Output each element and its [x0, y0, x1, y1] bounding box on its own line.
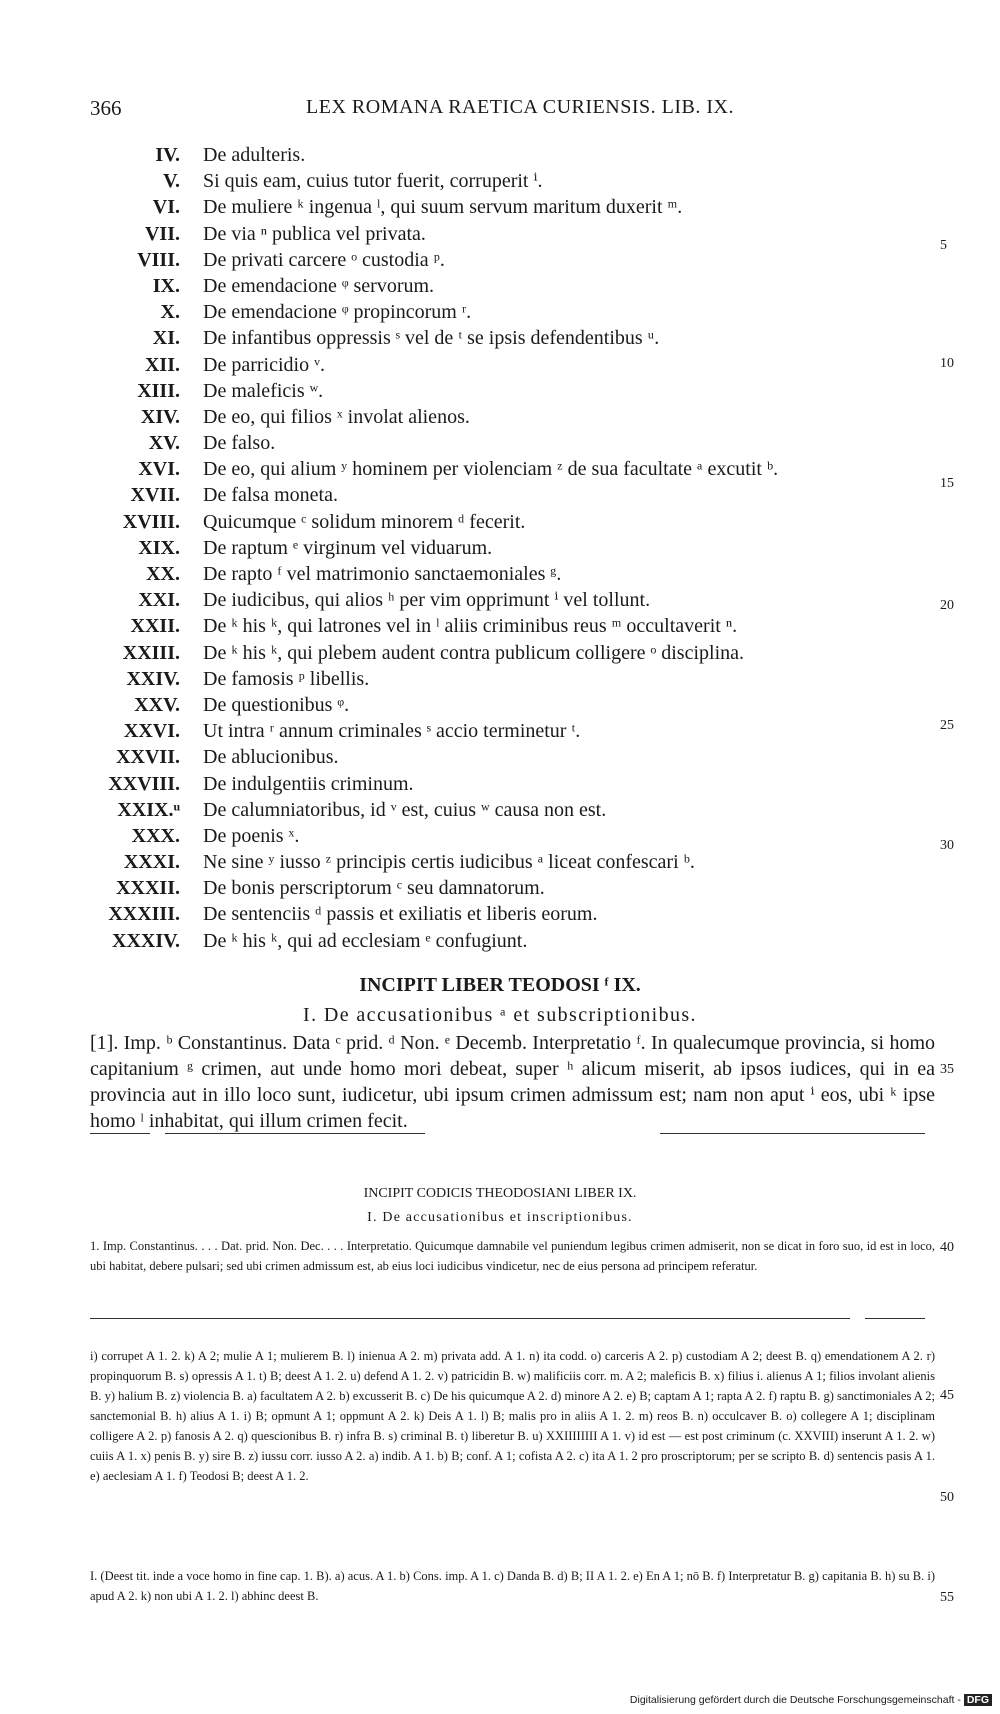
line-number: 50	[940, 1490, 954, 1505]
theodosian-incipit: INCIPIT CODICIS THEODOSIANI LIBER IX.	[363, 1186, 637, 1201]
chapter-entry	[90, 718, 890, 744]
page-header	[90, 96, 950, 126]
section-title: I. De accusationibus ᵃ et subscriptionibus.	[303, 1004, 697, 1026]
chapter-title: De poenis ˣ.	[203, 824, 300, 847]
chapter-number: XXVI.	[123, 720, 180, 743]
chapter-list	[90, 142, 890, 954]
chapter-title: Ne sine ʸ iusso ᶻ principis certis iudicibus ᵃ liceat confescari ᵇ.	[203, 851, 695, 874]
chapter-title: De famosis ᵖ libellis.	[203, 667, 370, 690]
chapter-entry	[90, 325, 890, 351]
chapter-title: De via ⁿ publica vel privata.	[203, 222, 426, 245]
chapter-number: V.	[163, 170, 180, 193]
chapter-entry	[90, 221, 890, 247]
footer-credit	[630, 1694, 992, 1706]
chapter-number: XXXIII.	[108, 903, 180, 926]
chapter-entry	[90, 561, 890, 587]
chapter-title: De ablucionibus.	[203, 746, 339, 769]
chapter-title: De ᵏ his ᵏ, qui ad ecclesiam ᵉ confugiunt.	[203, 929, 528, 952]
chapter-entry	[90, 613, 890, 639]
chapter-number: XIX.	[138, 536, 180, 559]
divider	[165, 1133, 425, 1134]
chapter-title: Si quis eam, cuius tutor fuerit, corruperit ⁱ.	[203, 170, 543, 193]
chapter-title: De indulgentiis criminum.	[203, 772, 414, 795]
chapter-number: XVII.	[130, 484, 180, 507]
chapter-number: XXI.	[138, 589, 180, 612]
chapter-number: XX.	[146, 563, 180, 585]
chapter-entry	[90, 352, 890, 378]
line-number: 25	[940, 718, 954, 733]
chapter-number: X.	[160, 301, 180, 324]
chapter-number: XI.	[152, 327, 180, 350]
chapter-title: Quicumque ᶜ solidum minorem ᵈ fecerit.	[203, 510, 526, 533]
divider	[90, 1318, 850, 1319]
chapter-entry	[90, 273, 890, 299]
chapter-title: De privati carcere ᵒ custodia ᵖ.	[203, 248, 445, 271]
chapter-entry	[90, 823, 890, 849]
chapter-number: IX.	[152, 274, 180, 297]
chapter-title: De emendacione ᵠ servorum.	[203, 274, 435, 297]
chapter-title: De bonis perscriptorum ᶜ seu damnatorum.	[203, 877, 545, 900]
line-number: 20	[940, 598, 954, 613]
chapter-entry	[90, 640, 890, 666]
line-number: 35	[940, 1062, 954, 1077]
chapter-entry	[90, 404, 890, 430]
chapter-title: De falso.	[203, 432, 276, 455]
chapter-number: XVI.	[138, 458, 180, 481]
chapter-title: De questionibus ᵠ.	[203, 693, 350, 716]
chapter-entry	[90, 535, 890, 561]
chapter-entry	[90, 482, 890, 508]
chapter-title: De sentenciis ᵈ passis et exiliatis et liberis eorum.	[203, 903, 598, 926]
chapter-number: XXVIII.	[108, 772, 180, 795]
chapter-entry	[90, 509, 890, 535]
chapter-number: XV.	[148, 432, 180, 455]
chapter-number: XIV.	[140, 405, 180, 428]
chapter-number: XIII.	[137, 379, 180, 402]
footnotes-block: I. (Deest tit. inde a voce homo in fine cap. 1. B). a) acus. A 1. b) Cons. imp. A 1. c) Danda B. d) B; II A 1. 2. e) En A 1; nō B. f) Interpretatur B. g) capitania B. h) su B. i) apud A 2. k) non ubi A 1. 2. l) abhinc deest B.	[90, 1569, 935, 1603]
chapter-entry	[90, 247, 890, 273]
chapter-title: De ᵏ his ᵏ, qui plebem audent contra publicum colligere ᵒ disciplina.	[203, 641, 745, 664]
chapter-number: VI.	[152, 196, 180, 219]
chapter-entry	[90, 430, 890, 456]
chapter-number: XXIII.	[122, 641, 180, 664]
chapter-entry	[90, 168, 890, 194]
chapter-entry	[90, 666, 890, 692]
chapter-number: XII.	[144, 353, 180, 376]
line-number: 15	[940, 476, 954, 491]
chapter-title: De ᵏ his ᵏ, qui latrones vel in ˡ aliis criminibus reus ᵐ occultaverit ⁿ.	[203, 615, 738, 638]
chapter-number: XXXI.	[123, 851, 180, 874]
chapter-entry	[90, 797, 890, 823]
footer-text: Digitalisierung gefördert durch die Deutsche Forschungsgemeinschaft -	[629, 1694, 961, 1706]
chapter-number: XXV.	[134, 693, 180, 716]
chapter-title: De raptum ᵉ virginum vel viduarum.	[203, 536, 493, 559]
chapter-entry	[90, 928, 890, 954]
chapter-number: XVIII.	[122, 510, 180, 533]
chapter-number: XXVII.	[116, 746, 180, 769]
divider	[660, 1133, 925, 1134]
chapter-entry	[90, 771, 890, 797]
line-number: 30	[940, 838, 954, 853]
theodosian-paragraph: 1. Imp. Constantinus. . . . Dat. prid. Non. Dec. . . . Interpretatio. Quicumque damnabile vel puniendum legibus crimen admiserit, non se dicat in foro suo, id est in loco, ubi habitat, debere pulsari; sed ubi crimen admissum est, ab eius loci iudicibus vindicetur, nec de eius persona ad principem referatur.	[90, 1239, 935, 1273]
line-number: 10	[940, 356, 954, 371]
chapter-number: XXIX.ᵘ	[117, 798, 180, 821]
chapter-entry	[90, 142, 890, 168]
chapter-entry	[90, 456, 890, 482]
chapter-entry	[90, 378, 890, 404]
chapter-title: De eo, qui filios ˣ involat alienos.	[203, 405, 470, 428]
line-number: 45	[940, 1388, 954, 1403]
chapter-title: De rapto ᶠ vel matrimonio sanctaemoniales ᵍ.	[203, 563, 562, 585]
divider	[865, 1318, 925, 1319]
line-number: 40	[940, 1240, 954, 1255]
chapter-number: XXX.	[131, 824, 180, 847]
running-title: LEX ROMANA RAETICA CURIENSIS. LIB. IX.	[306, 96, 734, 118]
main-paragraph: [1]. Imp. ᵇ Constantinus. Data ᶜ prid. ᵈ Non. ᵉ Decemb. Interpretatio ᶠ. In qualecumque provincia, si homo capitanium ᵍ crimen, aut unde homo mori debeat, super ʰ alicum miserit, ab ipsos iudices, qui in ea provincia aut in illo loco sunt, iudicetur, ubi ipsum crimen admissum est; nam non aput ⁱ eos, ubi ᵏ ipse homo ˡ inhabitat, qui illum crimen fecit.	[90, 1032, 935, 1132]
chapter-number: XXIV.	[126, 667, 180, 690]
divider	[90, 1133, 150, 1134]
chapter-entry	[90, 587, 890, 613]
chapter-title: De eo, qui alium ʸ hominem per violenciam ᶻ de sua facultate ᵃ excutit ᵇ.	[203, 458, 779, 481]
chapter-number: VIII.	[137, 248, 180, 271]
chapter-entry	[90, 692, 890, 718]
chapter-title: De parricidio ᵛ.	[203, 353, 325, 376]
chapter-title: De iudicibus, qui alios ʰ per vim opprimunt ⁱ vel tollunt.	[203, 589, 651, 612]
chapter-number: XXII.	[130, 615, 180, 638]
chapter-number: XXXII.	[116, 877, 180, 900]
chapter-entry	[90, 744, 890, 770]
chapter-entry	[90, 875, 890, 901]
dfg-logo: DFG	[964, 1694, 992, 1706]
chapter-entry	[90, 299, 890, 325]
chapter-title: De falsa moneta.	[203, 484, 338, 507]
chapter-title: De emendacione ᵠ propincorum ʳ.	[203, 301, 472, 324]
chapter-title: De muliere ᵏ ingenua ˡ, qui suum servum maritum duxerit ᵐ.	[203, 196, 683, 219]
chapter-number: XXXIV.	[112, 929, 180, 952]
chapter-title: De infantibus oppressis ˢ vel de ᵗ se ipsis defendentibus ᵘ.	[203, 327, 660, 350]
page-number: 366	[90, 96, 122, 120]
theodosian-section-title: I. De accusationibus et inscriptionibus.	[367, 1210, 633, 1225]
chapter-entry	[90, 901, 890, 927]
line-number: 5	[940, 238, 947, 253]
book-incipit: INCIPIT LIBER TEODOSI ᶠ IX.	[359, 974, 641, 996]
chapter-entry	[90, 194, 890, 220]
chapter-title: Ut intra ʳ annum criminales ˢ accio terminetur ᵗ.	[203, 720, 581, 743]
chapter-entry	[90, 849, 890, 875]
chapter-number: VII.	[144, 222, 180, 245]
chapter-number: IV.	[155, 144, 180, 166]
chapter-title: De adulteris.	[203, 144, 306, 166]
line-number: 55	[940, 1590, 954, 1605]
footnotes-block: i) corrupet A 1. 2. k) A 2; mulie A 1; mulierem B. l) inienua A 2. m) privata add. A 1. n) ita codd. o) carceris A 2. p) custodiam A 2; deest B. q) emendationem A 2. r) propinquorum B. s) opressis A 1. t) B; deest A 1. 2. u) defend A 1. 2. v) patricidin B. w) malificiis corr. m. A 2; maleficis B. x) filius i. alienus A 1; filios involant alienis B. y) halium B. z) violencia B. a) facultatem A 2. b) excusserit B. c) De his quicumque A 2. d) minore A 2. e) B; captam A 1; rapta A 2. f) raptu B. g) sanctimoniales A 2; sanctemonial B. h) alius A 1. i) B; opmunt A 1; oppmunt A 2. k) Deis A 1. l) B; malis pro in aliis A 1. 2. m) reos B. n) occulcaver B. o) collegere A 1; disciplinam colligere A 2. p) fanosis A 2. q) quescionibus B. r) infra B. s) criminal B. t) liberetur B. u) XXIIIIIIII A 1. v) id est — est post criminum (c. XXVIII) inserunt A 1. 2. w) cuiis A 1. x) penis B. y) sire B. z) iussu corr. iusso A 2. a) indib. A 1. b) B; conf. A 1; cofista A 2. c) ita A 1. 2 pro proscriptorum; per se scripto B. d) sentencis pasis A 1. e) aeclesiam A 1. f) Teodosi B; deest A 1. 2.	[90, 1349, 935, 1483]
chapter-title: De calumniatoribus, id ᵛ est, cuius ʷ causa non est.	[203, 798, 607, 821]
chapter-title: De maleficis ʷ.	[203, 379, 324, 402]
